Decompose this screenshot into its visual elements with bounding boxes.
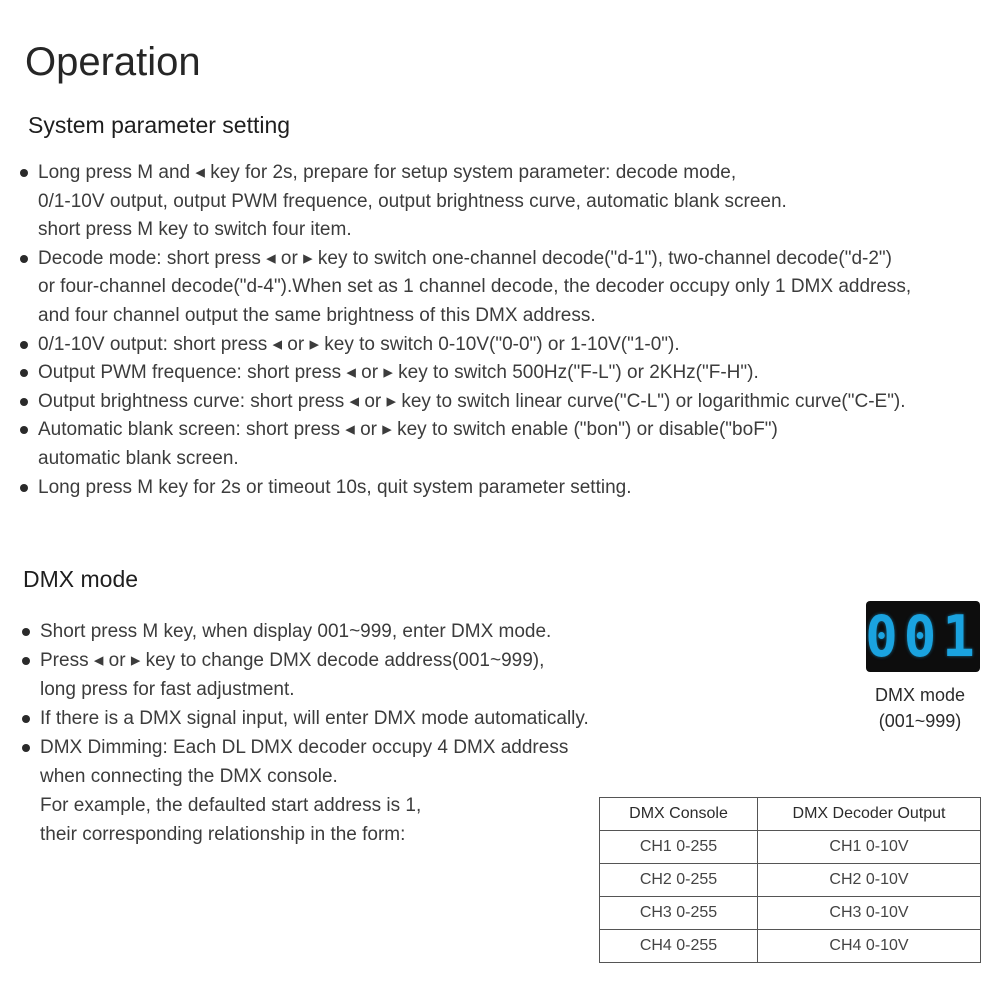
- table-row: [600, 864, 981, 897]
- list-item-line: their corresponding relationship in the form:: [40, 824, 406, 845]
- list-item-line: 0/1-10V output: short press ◂ or ▸ key to switch 0-10V("0-0") or 1-10V("1-0").: [38, 333, 680, 355]
- list-item-line: Output brightness curve: short press ◂ or ▸ key to switch linear curve("C-L") or logarithmic curve("C-E").: [38, 390, 906, 412]
- list-item: [20, 245, 995, 331]
- list-item-line: If there is a DMX signal input, will enter DMX mode automatically.: [40, 708, 589, 729]
- list-item: [20, 388, 995, 417]
- table-cell: CH4 0-255: [600, 930, 758, 963]
- column-header-output: DMX Decoder Output: [758, 798, 981, 831]
- list-item-line: Long press M and ◂ key for 2s, prepare for setup system parameter: decode mode,: [38, 162, 737, 183]
- page-title: Operation: [25, 40, 201, 84]
- list-item: [22, 704, 662, 733]
- table-cell: CH1 0-255: [600, 831, 758, 864]
- dmx-mode-heading: DMX mode: [23, 566, 139, 592]
- table-header-row: [600, 798, 981, 831]
- table-cell: CH1 0-10V: [758, 831, 981, 864]
- list-item: [22, 646, 662, 704]
- column-header-console: DMX Console: [600, 798, 758, 831]
- display-caption: [850, 682, 990, 734]
- list-item-line: short press M key to switch four item.: [38, 219, 352, 241]
- table-cell: CH3 0-10V: [758, 897, 981, 930]
- list-item-line: when connecting the DMX console.: [40, 766, 338, 787]
- list-item-line: DMX Dimming: Each DL DMX decoder occupy 4 DMX address: [40, 737, 569, 758]
- list-item-line: Long press M key for 2s or timeout 10s, quit system parameter setting.: [38, 476, 632, 498]
- list-item-line: or four-channel decode("d-4").When set as 1 channel decode, the decoder occupy only 1 DMX address,: [38, 276, 912, 298]
- table-cell: CH4 0-10V: [758, 930, 981, 963]
- list-item: [22, 733, 662, 849]
- list-item-line: Decode mode: short press ◂ or ▸ key to switch one-channel decode("d-1"), two-channel decode("d-2"): [38, 247, 892, 269]
- table-cell: CH2 0-255: [600, 864, 758, 897]
- list-item-line: Press ◂ or ▸ key to change DMX decode address(001~999),: [40, 650, 545, 671]
- list-item-line: long press for fast adjustment.: [40, 679, 295, 700]
- display-digits: 001: [865, 602, 981, 670]
- list-item-line: 0/1-10V output, output PWM frequence, output brightness curve, automatic blank screen.: [38, 190, 787, 212]
- system-parameter-list: [20, 159, 995, 502]
- list-item: [20, 159, 995, 245]
- list-item-line: automatic blank screen.: [38, 447, 239, 469]
- list-item-line: and four channel output the same brightness of this DMX address.: [38, 304, 596, 326]
- list-item-line: Short press M key, when display 001~999, enter DMX mode.: [40, 621, 552, 642]
- table-row: [600, 897, 981, 930]
- list-item: [20, 359, 995, 388]
- system-parameter-heading: System parameter setting: [28, 112, 291, 138]
- list-item-line: For example, the defaulted start address is 1,: [40, 795, 422, 816]
- table-row: [600, 930, 981, 963]
- display-caption-range: (001~999): [878, 711, 962, 731]
- list-item: [20, 416, 995, 473]
- list-item: [20, 331, 995, 360]
- channel-mapping-table: [599, 797, 981, 963]
- list-item-line: Output PWM frequence: short press ◂ or ▸ key to switch 500Hz("F-L") or 2KHz("F-H").: [38, 362, 759, 384]
- list-item: [22, 617, 662, 646]
- table-cell: CH2 0-10V: [758, 864, 981, 897]
- display-caption-title: DMX mode: [874, 685, 966, 705]
- list-item: [20, 474, 995, 503]
- table-row: [600, 831, 981, 864]
- dmx-address-display: [866, 601, 980, 672]
- dmx-mode-list: [22, 617, 662, 849]
- table-cell: CH3 0-255: [600, 897, 758, 930]
- list-item-line: Automatic blank screen: short press ◂ or ▸ key to switch enable ("bon") or disable("boF"): [38, 419, 778, 441]
